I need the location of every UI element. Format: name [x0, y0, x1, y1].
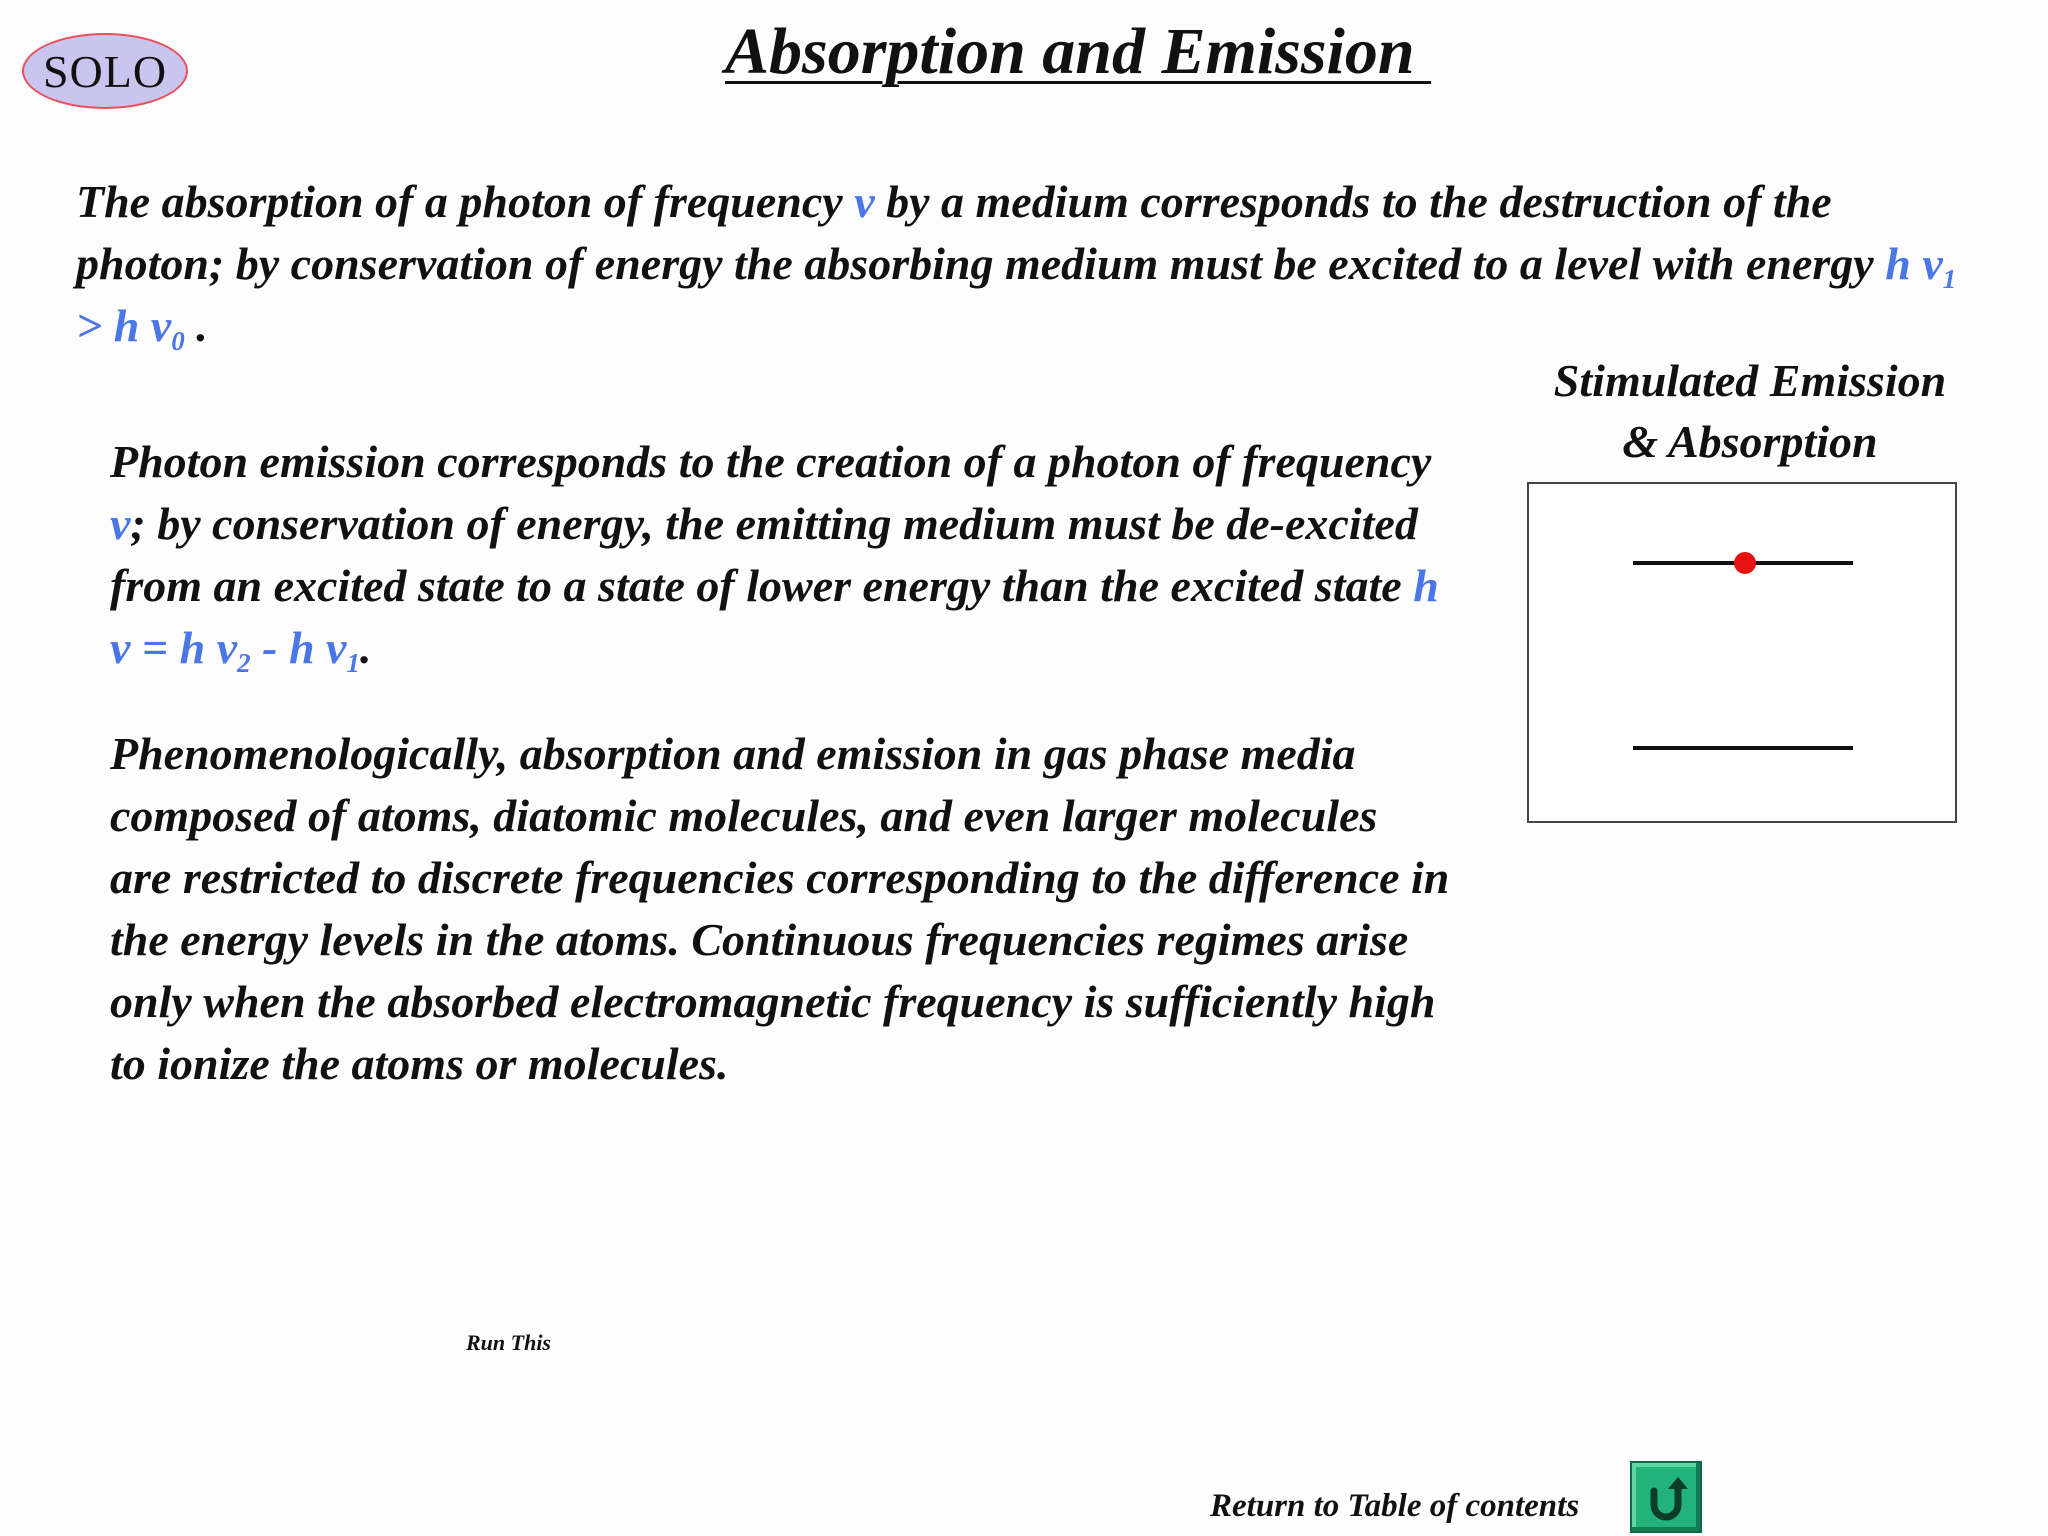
emission-frequency-symbol: v	[110, 498, 131, 549]
emission-text-1: Photon emission corresponds to the creation of a photon of frequency	[110, 436, 1432, 487]
electron-dot	[1734, 552, 1756, 574]
diagram-title	[1520, 350, 1980, 472]
emission-paragraph	[110, 431, 1450, 679]
diagram-title-line-2: & Absorption	[1622, 416, 1878, 467]
absorption-equation: h $v_1 > h$ $v_0$	[76, 238, 1957, 356]
solo-label: SOLO	[42, 45, 168, 97]
u-turn-arrow-icon	[1640, 1471, 1692, 1523]
absorption-paragraph	[76, 171, 1976, 357]
return-to-contents-link[interactable]: Return to Table of contents	[1210, 1488, 1580, 1524]
page-title: Absorption and Emission	[725, 15, 1432, 88]
absorption-frequency-symbol: v	[854, 176, 875, 227]
solo-badge	[22, 33, 188, 109]
absorption-text-2: by a medium corresponds to the destruction of the photon; by conservation of energy the absorbing medium must be excited to a level with energy	[76, 176, 1886, 289]
absorption-text-1: The absorption of a photon of frequency	[76, 176, 855, 227]
emission-text-end: .	[359, 622, 372, 673]
return-button[interactable]	[1630, 1461, 1702, 1533]
emission-text-2: ; by conservation of energy, the emitting medium must be de-excited from an excited state to a state of lower energy than the excited state	[110, 498, 1418, 611]
run-this-link[interactable]: Run This	[466, 1330, 551, 1355]
phenomenology-paragraph: Phenomenologically, absorption and emission in gas phase media composed of atoms, diatomic molecules, and even larger molecules are restricted to discrete frequencies corresponding to the difference in the energy levels in the atoms. Continuous frequencies regimes arise only when the absorbed electromagnetic frequency is sufficiently high to ionize the atoms or molecules.	[110, 728, 1450, 1089]
absorption-text-end: .	[184, 300, 208, 351]
diagram-title-line-1: Stimulated Emission	[1553, 355, 1947, 406]
lower-energy-level	[1633, 746, 1853, 750]
emission-equation: h v = h $v_2$ - h $v_1$	[110, 560, 1439, 678]
energy-level-diagram	[1527, 482, 1957, 823]
